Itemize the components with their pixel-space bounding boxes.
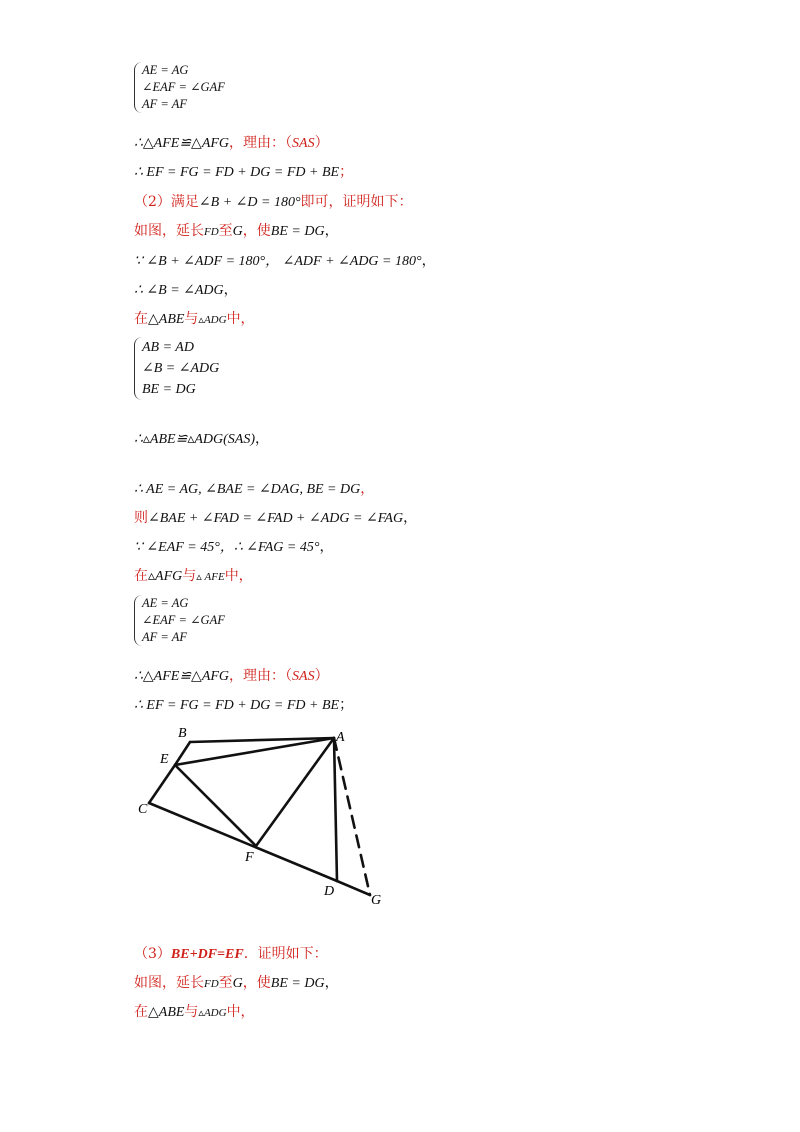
construct-make: ，使 <box>242 223 271 239</box>
construct-line <box>134 222 339 241</box>
in2-tri1: ▵AFG <box>148 569 183 584</box>
congruent-line <box>134 430 269 449</box>
construct-prefix: 如图，延长 <box>134 975 204 991</box>
system-line: AB = AD <box>142 340 194 355</box>
reason-close: ） <box>314 135 329 151</box>
construct-seg: FD <box>204 226 219 238</box>
part3-num: （3） <box>134 946 171 962</box>
label-A: A <box>336 730 345 745</box>
derived-line <box>134 480 374 499</box>
in-triangles-line-3 <box>134 1003 255 1022</box>
reason-value: SAS <box>292 669 315 684</box>
segment-EC <box>149 765 175 803</box>
system-line: AE = AG <box>142 596 189 610</box>
conclusion-end: ； <box>339 164 354 180</box>
label-F: F <box>245 850 254 865</box>
conclusion-line-2 <box>134 696 353 715</box>
in-triangles-line-2 <box>134 567 253 586</box>
label-G: G <box>371 893 382 908</box>
since2-end: ， <box>319 539 334 555</box>
reason-value: SAS <box>292 136 315 151</box>
since-line-2 <box>134 538 333 557</box>
segment-AD <box>334 738 337 881</box>
in-prefix: 在 <box>134 311 148 327</box>
segment-FA <box>256 738 334 846</box>
part2-num: （2）满足 <box>134 194 199 210</box>
equation-system-3 <box>134 595 225 646</box>
since1-end: ， <box>421 253 436 269</box>
in2-mid: 与 <box>182 568 197 584</box>
label-E: E <box>160 752 169 767</box>
therefore1-end: ， <box>223 282 238 298</box>
construct-mid: 至 <box>218 975 233 991</box>
since1-a: ∵ ∠B + ∠ADF = 180° <box>134 254 266 269</box>
since2-b: ，∴ ∠FAG = 45° <box>219 540 320 555</box>
segment-DG <box>337 881 370 895</box>
then-eq: ∠BAE + ∠FAD = ∠FAD + ∠ADG = ∠FAG <box>148 511 404 526</box>
reason-close: ） <box>314 668 329 684</box>
construct-make: ，使 <box>242 975 271 991</box>
construct-seg: FD <box>204 978 219 990</box>
geometry-figure <box>134 722 404 917</box>
congruence-line-1 <box>134 134 329 153</box>
in-tri1: △ABE <box>148 1005 185 1020</box>
construct-end: ， <box>324 975 339 991</box>
congruent-statement: ∴▵ABE≌▵ADG(SAS) <box>134 432 255 447</box>
segment-AG-dashed <box>334 738 370 895</box>
label-D: D <box>324 884 335 899</box>
then-end: ， <box>403 510 418 526</box>
construct-end: ， <box>324 223 339 239</box>
since1-b: ， ∠ADF + ∠ADG = 180° <box>265 254 422 269</box>
system-line: ∠EAF = ∠GAF <box>142 80 225 94</box>
equation-system-1 <box>134 62 225 113</box>
conclusion-eq: ∴ EF = FG = FD + DG = FD + BE <box>134 165 340 180</box>
in-prefix: 在 <box>134 1004 148 1020</box>
system-line: BE = DG <box>142 382 196 397</box>
construct-prefix: 如图，延长 <box>134 223 204 239</box>
part3-rest: ．证明如下： <box>243 946 328 962</box>
system-line: AE = AG <box>142 63 189 77</box>
part3-eq: BE+DF=EF <box>170 947 244 962</box>
then-line <box>134 509 417 528</box>
in-mid: 与 <box>184 1004 199 1020</box>
conclusion-end: ； <box>339 697 354 713</box>
system-line: ∠B = ∠ADG <box>142 361 220 376</box>
reason-label: ，理由：（ <box>229 135 293 151</box>
congruent-end: ， <box>255 431 269 447</box>
construct-eq: BE = DG <box>270 976 325 991</box>
part2-rest: 即可，证明如下： <box>300 194 413 210</box>
construct-pt: G <box>232 224 243 239</box>
in-mid: 与 <box>184 311 199 327</box>
equation-system-2 <box>134 337 219 400</box>
in-tri2: ▵ADG <box>198 1007 227 1019</box>
construct-line-3 <box>134 974 339 993</box>
derived-end: ， <box>360 481 375 497</box>
since-line-1 <box>134 252 436 271</box>
congruence-line-2 <box>134 667 329 686</box>
in2-end: 中， <box>224 568 253 584</box>
in-tri2: ▵ADG <box>198 314 227 326</box>
conclusion-line-1 <box>134 163 353 182</box>
segment-EF <box>175 765 256 846</box>
part2-heading <box>134 193 413 212</box>
system-line: ∠EAF = ∠GAF <box>142 613 225 627</box>
congruence-statement: ∴△AFE≌△AFG <box>134 669 230 684</box>
label-B: B <box>178 726 187 741</box>
system-line: AF = AF <box>142 97 188 111</box>
in2-prefix: 在 <box>134 568 148 584</box>
in2-tri2: ▵ AFE <box>196 571 225 583</box>
conclusion-eq: ∴ EF = FG = FD + DG = FD + BE <box>134 698 340 713</box>
construct-eq: BE = DG <box>270 224 325 239</box>
part3-heading <box>134 945 328 964</box>
therefore1: ∴ ∠B = ∠ADG <box>134 283 224 298</box>
segment-CD <box>149 803 337 881</box>
system-line: AF = AF <box>142 630 188 644</box>
label-C: C <box>138 802 148 817</box>
since2-a: ∵ ∠EAF = 45° <box>134 540 220 555</box>
congruence-statement: ∴△AFE≌△AFG <box>134 136 230 151</box>
in-end: 中， <box>226 311 255 327</box>
reason-label: ，理由：（ <box>229 668 293 684</box>
construct-mid: 至 <box>218 223 233 239</box>
derived-eq: ∴ AE = AG, ∠BAE = ∠DAG, BE = DG <box>134 482 361 497</box>
then-prefix: 则 <box>134 510 148 526</box>
part2-condition: ∠B + ∠D = 180° <box>198 195 301 210</box>
in-end: 中， <box>226 1004 255 1020</box>
in-tri1: △ABE <box>148 312 185 327</box>
in-triangles-line <box>134 310 255 329</box>
construct-pt: G <box>232 976 243 991</box>
therefore-line-1 <box>134 281 238 300</box>
